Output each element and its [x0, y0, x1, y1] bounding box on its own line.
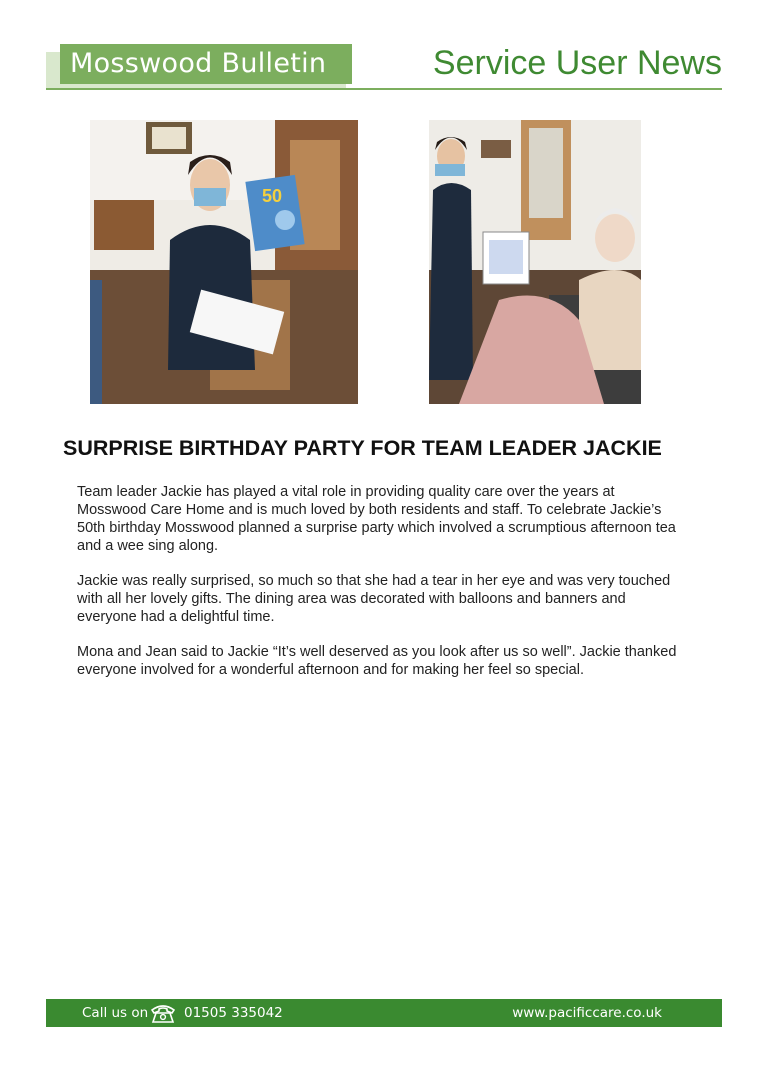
footer-bar — [46, 999, 722, 1027]
photo-staff-with-card — [90, 120, 358, 404]
article-paragraph: Jackie was really surprised, so much so that she had a tear in her eye and was very touched with all her lovely gifts. The dining area was decorated with balloons and banners and everyone had a delightful time. — [77, 573, 671, 625]
website-link[interactable]: www.pacificcare.co.uk — [512, 1005, 662, 1021]
header-divider — [46, 88, 722, 90]
card-number: 50 — [262, 186, 283, 206]
photo-gift-to-resident — [429, 120, 641, 404]
telephone-icon — [149, 1002, 177, 1024]
phone-number[interactable]: 01505 335042 — [184, 1005, 283, 1021]
article-headline: SURPRISE BIRTHDAY PARTY FOR TEAM LEADER JACKIE — [63, 436, 662, 460]
brand-logo: Mosswood Bulletin — [60, 44, 352, 84]
article-body — [77, 483, 677, 696]
section-title: Service User News — [432, 44, 722, 82]
article-paragraph: Team leader Jackie has played a vital role in providing quality care over the years at Mosswood Care Home and is much loved by both residents and staff. To celebrate Jackie’s 50th birthday Mosswood planned a surprise party which involved a scrumptious afternoon tea and a wee sing along. — [77, 484, 676, 554]
call-us-label: Call us on — [82, 1005, 149, 1021]
article-paragraph: Mona and Jean said to Jackie “It’s well deserved as you look after us so well”. Jackie thanked everyone involved for a wonderful afternoon and for making her feel so special. — [77, 644, 677, 678]
